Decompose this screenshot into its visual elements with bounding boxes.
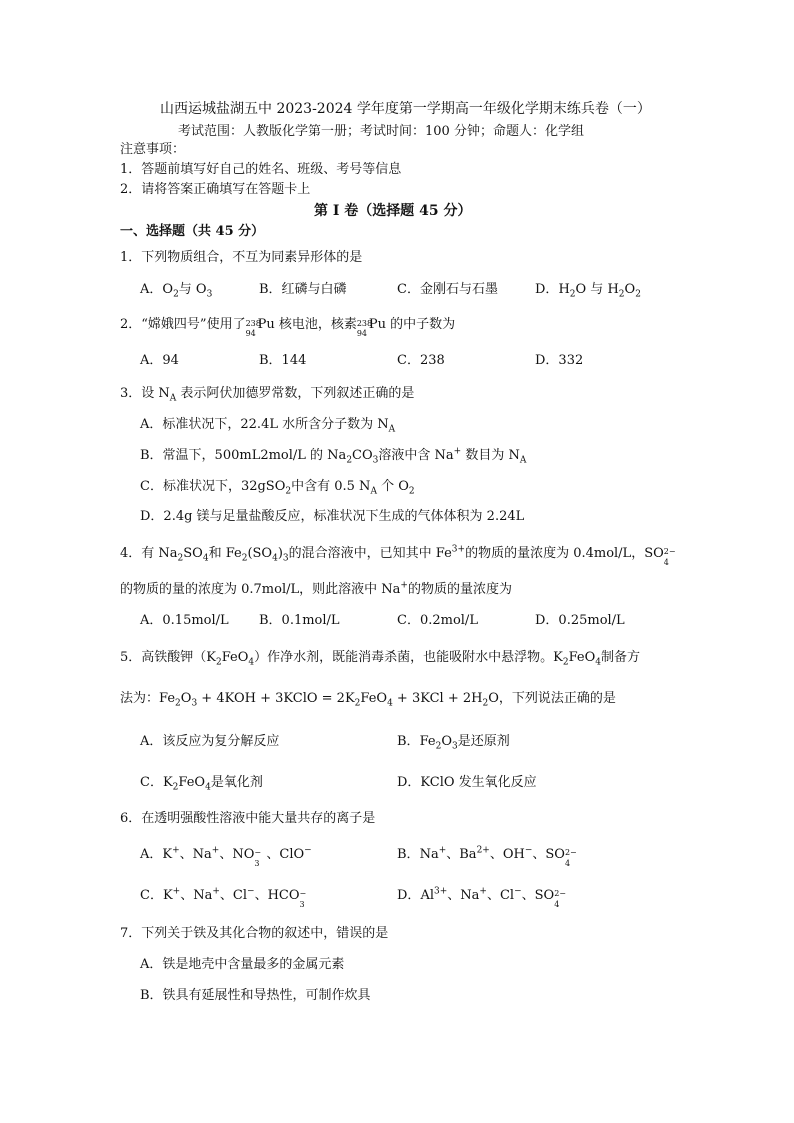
q4-option-a: A．0.15mol/L — [140, 613, 229, 628]
q3-option-c: C．标准状况下，32gSO$_2$中含有 0.5 $N_A$ 个 $O_2$ — [140, 479, 415, 497]
q7-stem: 7．下列关于铁及其化合物的叙述中，错误的是 — [120, 926, 389, 941]
notice-heading: 注意事项： — [120, 142, 186, 157]
part-title: 一、选择题（共 45 分） — [120, 224, 265, 239]
exam-title: 山西运城盐湖五中 2023-2024 学年度第一学期高一年级化学期末练兵卷（一） — [160, 101, 651, 117]
q6-option-d: D．$Al^{3+}$、Na+、Cl−、SO 2− 4 — [397, 886, 566, 909]
q4-option-d: D．0.25mol/L — [535, 613, 625, 628]
notice-item-2: 2．请将答案正确填写在答题卡上 — [120, 182, 311, 197]
q7-option-b: B．铁具有延展性和导热性，可制作炊具 — [140, 988, 371, 1003]
q5-stem-line1: 5．高铁酸钾$(K_2FeO_4)$作净水剂，既能消毒杀菌，也能吸附水中悬浮物。$K_2FeO_4$制备方 — [120, 650, 641, 668]
q5-option-a: A．该反应为复分解反应 — [140, 734, 280, 749]
q7-option-a: A．铁是地壳中含量最多的金属元素 — [140, 957, 345, 972]
q6-option-c: C．K+、Na+、Cl−、HCO − 3 — [140, 886, 307, 909]
q3-option-d: D．2.4g 镁与足量盐酸反应，标准状况下生成的气体体积为 2.24L — [140, 509, 525, 524]
q1-stem: 1．下列物质组合，不互为同素异形体的是 — [120, 250, 363, 265]
q5-stem-line2: 法为：$Fe_2O_3 + 4KOH$ + 3KClO = $2K_2FeO_4 + 3KCl + 2H_2O$，下列说法正确的是 — [120, 691, 616, 709]
q6-option-a: A．K+、Na+、NO − 3 、ClO− — [140, 845, 312, 868]
q5-equation: $Fe_2O_3 + 4KOH$ + 3KClO = $2K_2FeO_4 + 3KCl + 2H_2O$ — [159, 691, 499, 709]
q4-option-b: B．0.1mol/L — [259, 613, 340, 628]
q6-option-b: B．Na+、$Ba^{2+}$、OH−、SO 2− 4 — [397, 845, 577, 868]
q2-option-c: C．238 — [397, 353, 445, 368]
q4-stem-line2: 的物质的量的浓度为 0.7mol/L，则此溶液中 Na+的物质的量浓度为 — [120, 580, 512, 597]
q5-option-c: C．$K_2FeO_4$是氧化剂 — [140, 775, 263, 793]
q4-stem-line1: 4．有 $Na_2SO_4$和 $Fe_2(SO_4)_3$的混合溶液中，已知其中 $Fe^{3+}$的物质的量浓度为 0.4mol/L，SO 2− 4 — [120, 544, 676, 567]
volume-title: 第 I 卷（选择题 45 分） — [314, 203, 472, 219]
q5-option-b: B．$Fe_2O_3$是还原剂 — [397, 734, 510, 752]
q3-stem: 3．设 $N_A$ 表示阿伏加德罗常数，下列叙述正确的是 — [120, 386, 415, 404]
notice-item-1: 1．答题前填写好自己的姓名、班级、考号等信息 — [120, 162, 402, 177]
q4-option-c: C．0.2mol/L — [397, 613, 478, 628]
exam-subtitle: 考试范围：人教版化学第一册；考试时间：100 分钟；命题人：化学组 — [178, 124, 584, 139]
q2-option-a: A．94 — [140, 353, 179, 368]
q2-option-b: B．144 — [259, 353, 307, 368]
q5-option-d: D．KClO 发生氧化反应 — [397, 775, 537, 790]
q3-option-b: B．常温下，500mL2mol/L 的 $Na_2CO_3$溶液中含 Na+ 数目为 $N_A$ — [140, 446, 527, 466]
q1-option-c: C．金刚石与石墨 — [397, 282, 498, 297]
q2-option-d: D．332 — [535, 353, 584, 368]
q1-option-a: A．$O_2$与 $O_3$ — [140, 282, 213, 300]
q1-option-d: D．$H_2O$ 与 $H_2O_2$ — [535, 282, 641, 300]
q3-option-a: A．标准状况下，22.4L 水所含分子数为 $N_A$ — [140, 417, 396, 435]
q1-option-b: B．红磷与白磷 — [259, 282, 347, 297]
q6-stem: 6．在透明强酸性溶液中能大量共存的离子是 — [120, 811, 376, 826]
q2-stem: 2．“嫦娥四号”使用了 238 94 Pu 核电池，核素 238 94 Pu 的中子数为 — [120, 317, 456, 338]
